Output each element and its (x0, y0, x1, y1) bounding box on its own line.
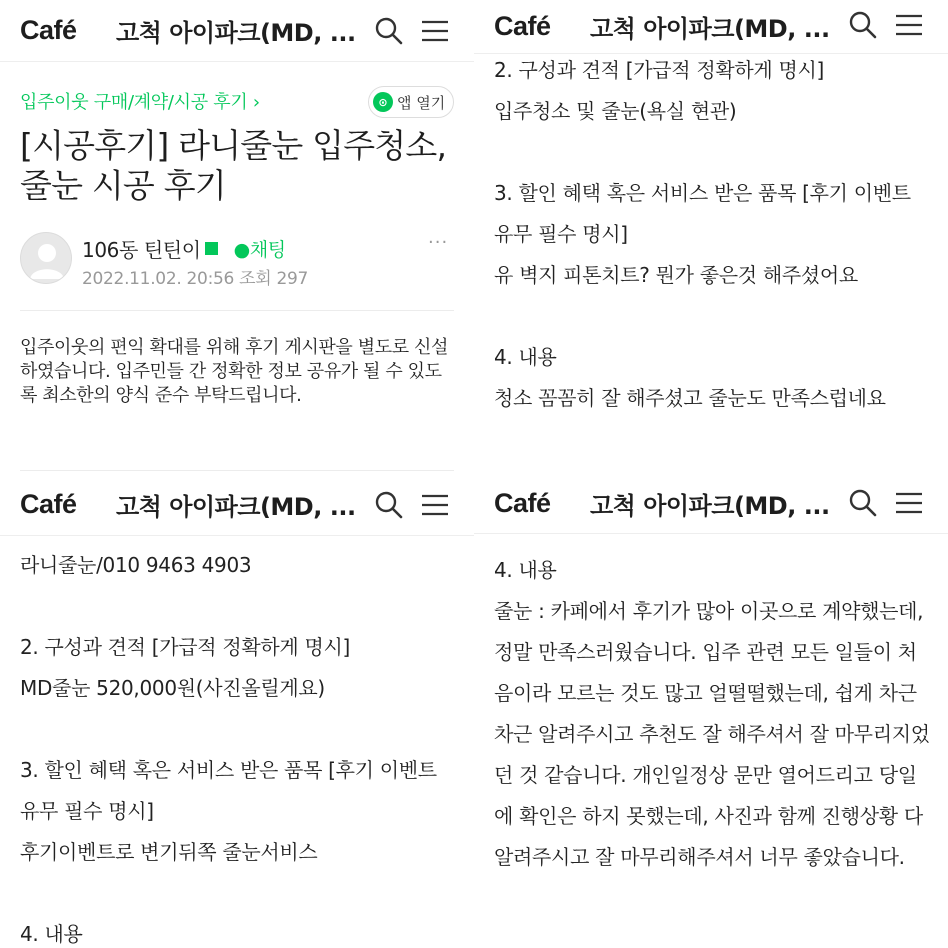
screenshot-panel-3 (0, 474, 474, 948)
app-header (474, 0, 948, 54)
search-icon[interactable] (846, 8, 880, 42)
avatar-default-icon (21, 233, 72, 284)
menu-icon[interactable] (892, 8, 926, 42)
post-meta: 2022.11.02. 20:56 조회 297 (82, 269, 309, 289)
menu-icon[interactable] (418, 488, 452, 522)
cafe-name[interactable]: 고척 아이파크(MD, ... (590, 492, 830, 520)
post-body: 2. 구성과 견적 [가급적 정확하게 명시] 입주청소 및 줄눈(욕실 현관) 3. 할인 혜택 혹은 서비스 받은 품목 [후기 이벤트 유무 필수 명시] 유 벽지 피톤치트? 뭔가 좋은것 해주셨어요 4. 내용 청소 꼼꼼히 잘 해주셨고 줄눈도 만족스럽네요 (494, 58, 911, 410)
post-body: 4. 내용 줄눈 : 카페에서 후기가 많아 이곳으로 계약했는데, 정말 만족스러웠습니다. 입주 관련 모든 일들이 처음이라 모르는 것도 많고 얼떨떨했는데, 쉽게 차근차근 알려주시고 추천도 잘 해주셔서 잘 마무리지었던 것 같습니다. 개인일정상 문만 열어드리고 당일에 확인은 하지 못했는데, 사진과 함께 진행상황 다 알려주시고 잘 마무리해주셔서 너무 좋았습니다. (494, 558, 930, 869)
menu-icon[interactable] (418, 14, 452, 48)
more-dots-icon[interactable]: ··· (428, 232, 449, 253)
menu-icon[interactable] (892, 486, 926, 520)
screenshot-panel-2 (474, 0, 948, 474)
cafe-logo[interactable]: Café (20, 15, 77, 45)
naver-app-icon: ⊙ (373, 92, 393, 112)
search-icon[interactable] (372, 14, 406, 48)
board-breadcrumb[interactable]: 입주이웃 구매/계약/시공 후기 › (20, 92, 260, 113)
cafe-name[interactable]: 고척 아이파크(MD, ... (590, 15, 830, 43)
divider (20, 310, 454, 311)
cafe-name[interactable]: 고척 아이파크(MD, ... (116, 493, 356, 521)
cafe-logo[interactable]: Café (494, 11, 551, 41)
cafe-logo[interactable]: Café (494, 488, 551, 518)
avatar[interactable] (20, 232, 72, 284)
cafe-logo[interactable]: Café (20, 489, 77, 519)
chat-bubble-icon: ● (233, 239, 250, 261)
app-header (0, 0, 474, 62)
chat-button[interactable] (234, 235, 286, 262)
cafe-name[interactable]: 고척 아이파크(MD, ... (116, 19, 356, 47)
author-row (82, 234, 286, 263)
chat-label: 채팅 (249, 239, 286, 261)
screenshot-panel-1 (0, 0, 474, 474)
post-title: [시공후기] 라니줄눈 입주청소, 줄눈 시공 후기 (20, 126, 447, 205)
post-body: 라니줄눈/010 9463 4903 2. 구성과 견적 [가급적 정확하게 명시] MD줄눈 520,000원(사진올릴게요) 3. 할인 혜택 혹은 서비스 받은 품목 [후기 이벤트 유무 필수 명시] 후기이벤트로 변기뒤쪽 줄눈서비스 4. 내용 (20, 553, 437, 946)
app-header (474, 474, 948, 534)
app-open-label: 앱 열기 (397, 93, 446, 112)
search-icon[interactable] (846, 486, 880, 520)
level-badge-icon (205, 242, 218, 255)
search-icon[interactable] (372, 488, 406, 522)
author-name[interactable]: 106동 틴틴이 (82, 238, 201, 262)
board-notice: 입주이웃의 편익 확대를 위해 후기 게시판을 별도로 신설하였습니다. 입주민들 간 정확한 정보 공유가 될 수 있도록 최소한의 양식 준수 부탁드립니다. (20, 337, 448, 406)
app-header (0, 474, 474, 536)
screenshot-panel-4 (474, 474, 948, 948)
divider (20, 470, 454, 471)
app-open-button[interactable] (368, 86, 454, 118)
